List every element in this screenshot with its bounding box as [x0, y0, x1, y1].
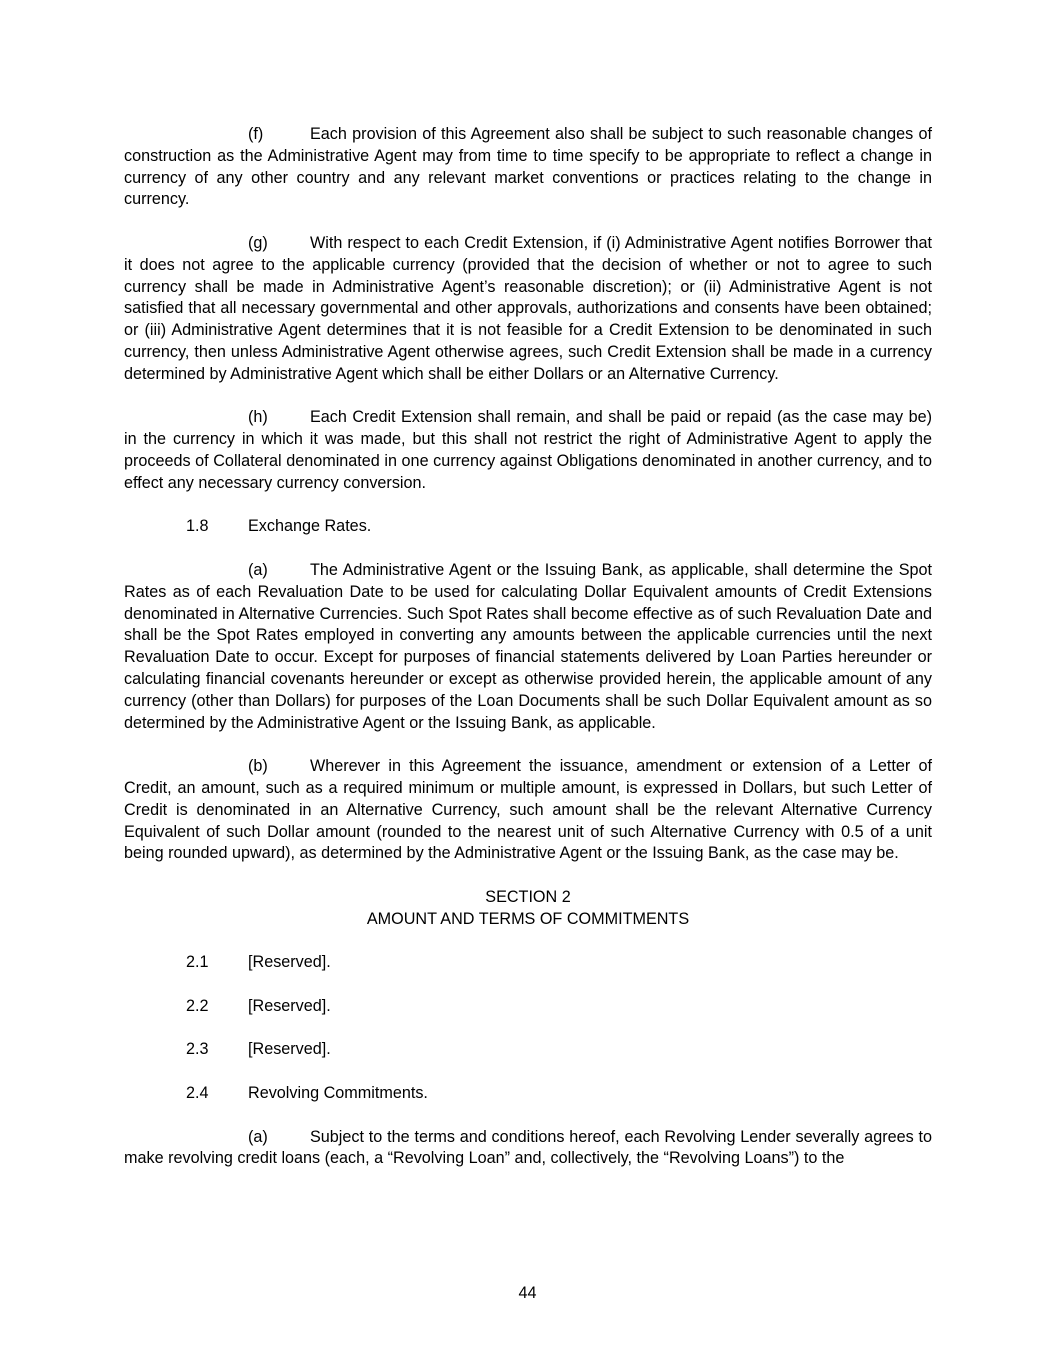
section-heading-2-2 [124, 996, 932, 1018]
section-number: 2.4 [186, 1084, 209, 1103]
paragraph-label: (h) [248, 408, 268, 427]
section-number: 1.8 [186, 517, 209, 536]
paragraph-text: Subject to the terms and conditions hereof, each Revolving Lender severally agrees to make revolving credit loans (each, a “Revolving Loan” and, collectively, the “Revolving Loans”) to the [124, 1127, 932, 1168]
paragraph-text: The Administrative Agent or the Issuing Bank, as applicable, shall determine the Spot Rates as of each Revaluation Date to be used for calculating Dollar Equivalent amounts of Credit Extensions denominated in Alternative Currencies. Such Spot Rates shall become effective as of such Revaluation Date and shall be the Spot Rates employed in converting any amounts between the applicable currencies until the next Revaluation Date to occur. Except for purposes of financial statements delivered by Loan Parties hereunder or calculating financial covenants hereunder or except as otherwise provided herein, the applicable amount of any currency (other than Dollars) for purposes of the Loan Documents shall be such Dollar Equivalent amount as so determined by the Administrative Agent or the Issuing Bank, as applicable. [124, 560, 932, 732]
paragraph-1-8-b [124, 756, 932, 865]
paragraph-text: Each Credit Extension shall remain, and shall be paid or repaid (as the case may be) in the currency in which it was made, but this shall not restrict the right of Administrative Agent to apply the proceeds of Collateral denominated in one currency against Obligations denominated in another currency, and to effect any necessary currency conversion. [124, 408, 932, 492]
section-title: [Reserved]. [248, 953, 331, 972]
section-heading-2-1 [124, 952, 932, 974]
section-heading-1-8 [124, 516, 932, 538]
section-title: [Reserved]. [248, 996, 331, 1015]
paragraph-label: (f) [248, 125, 264, 143]
paragraph-g [124, 233, 932, 386]
paragraph-1-8-a [124, 560, 932, 734]
section-heading-2-4 [124, 1083, 932, 1105]
page-number: 44 [518, 1284, 537, 1302]
section-number: 2.3 [186, 1040, 209, 1059]
paragraph-label: (g) [248, 233, 268, 252]
section-2-heading: SECTION 2 [485, 887, 571, 906]
document-page [124, 124, 932, 1170]
section-title: Revolving Commitments. [248, 1084, 428, 1103]
paragraph-label: (b) [248, 757, 268, 776]
paragraph-f [124, 124, 932, 211]
paragraph-label: (a) [248, 1127, 268, 1146]
paragraph-label: (a) [248, 560, 268, 579]
paragraph-text: Each provision of this Agreement also shall be subject to such reasonable changes of construction as the Administrative Agent may from time to time specify to be appropriate to reflect a change in currency of any other country and any relevant market conventions or practices relating to the change in currency. [124, 125, 932, 209]
section-number: 2.2 [186, 996, 209, 1015]
paragraph-text: Wherever in this Agreement the issuance, amendment or extension of a Letter of Credit, an amount, such as a required minimum or multiple amount, is expressed in Dollars, but such Letter of Credit is denominated in an Alternative Currency, such amount shall be the relevant Alternative Currency Equivalent of such Dollar amount (rounded to the nearest unit of such Alternative Currency with 0.5 of a unit being rounded upward), as determined by the Administrative Agent or the Issuing Bank, as the case may be. [124, 757, 932, 863]
section-title: [Reserved]. [248, 1040, 331, 1059]
section-2-title: AMOUNT AND TERMS OF COMMITMENTS [366, 909, 690, 928]
paragraph-h [124, 407, 932, 494]
section-heading-2-3 [124, 1039, 932, 1061]
section-number: 2.1 [186, 953, 209, 972]
paragraph-2-4-a [124, 1127, 932, 1171]
paragraph-text: With respect to each Credit Extension, if (i) Administrative Agent notifies Borrower that it does not agree to the applicable currency (provided that the decision of whether or not to agree to such currency shall be made in Administrative Agent’s reasonable discretion); or (ii) Administrative Agent is not satisfied that all necessary governmental and other approvals, authorizations and consents have been obtained; or (iii) Administrative Agent determines that it is not feasible for a Credit Extension to be denominated in such currency, then unless Administrative Agent otherwise agrees, such Credit Extension shall be made in a currency determined by Administrative Agent which shall be either Dollars or an Alternative Currency. [124, 233, 932, 383]
section-title: Exchange Rates. [248, 517, 372, 536]
